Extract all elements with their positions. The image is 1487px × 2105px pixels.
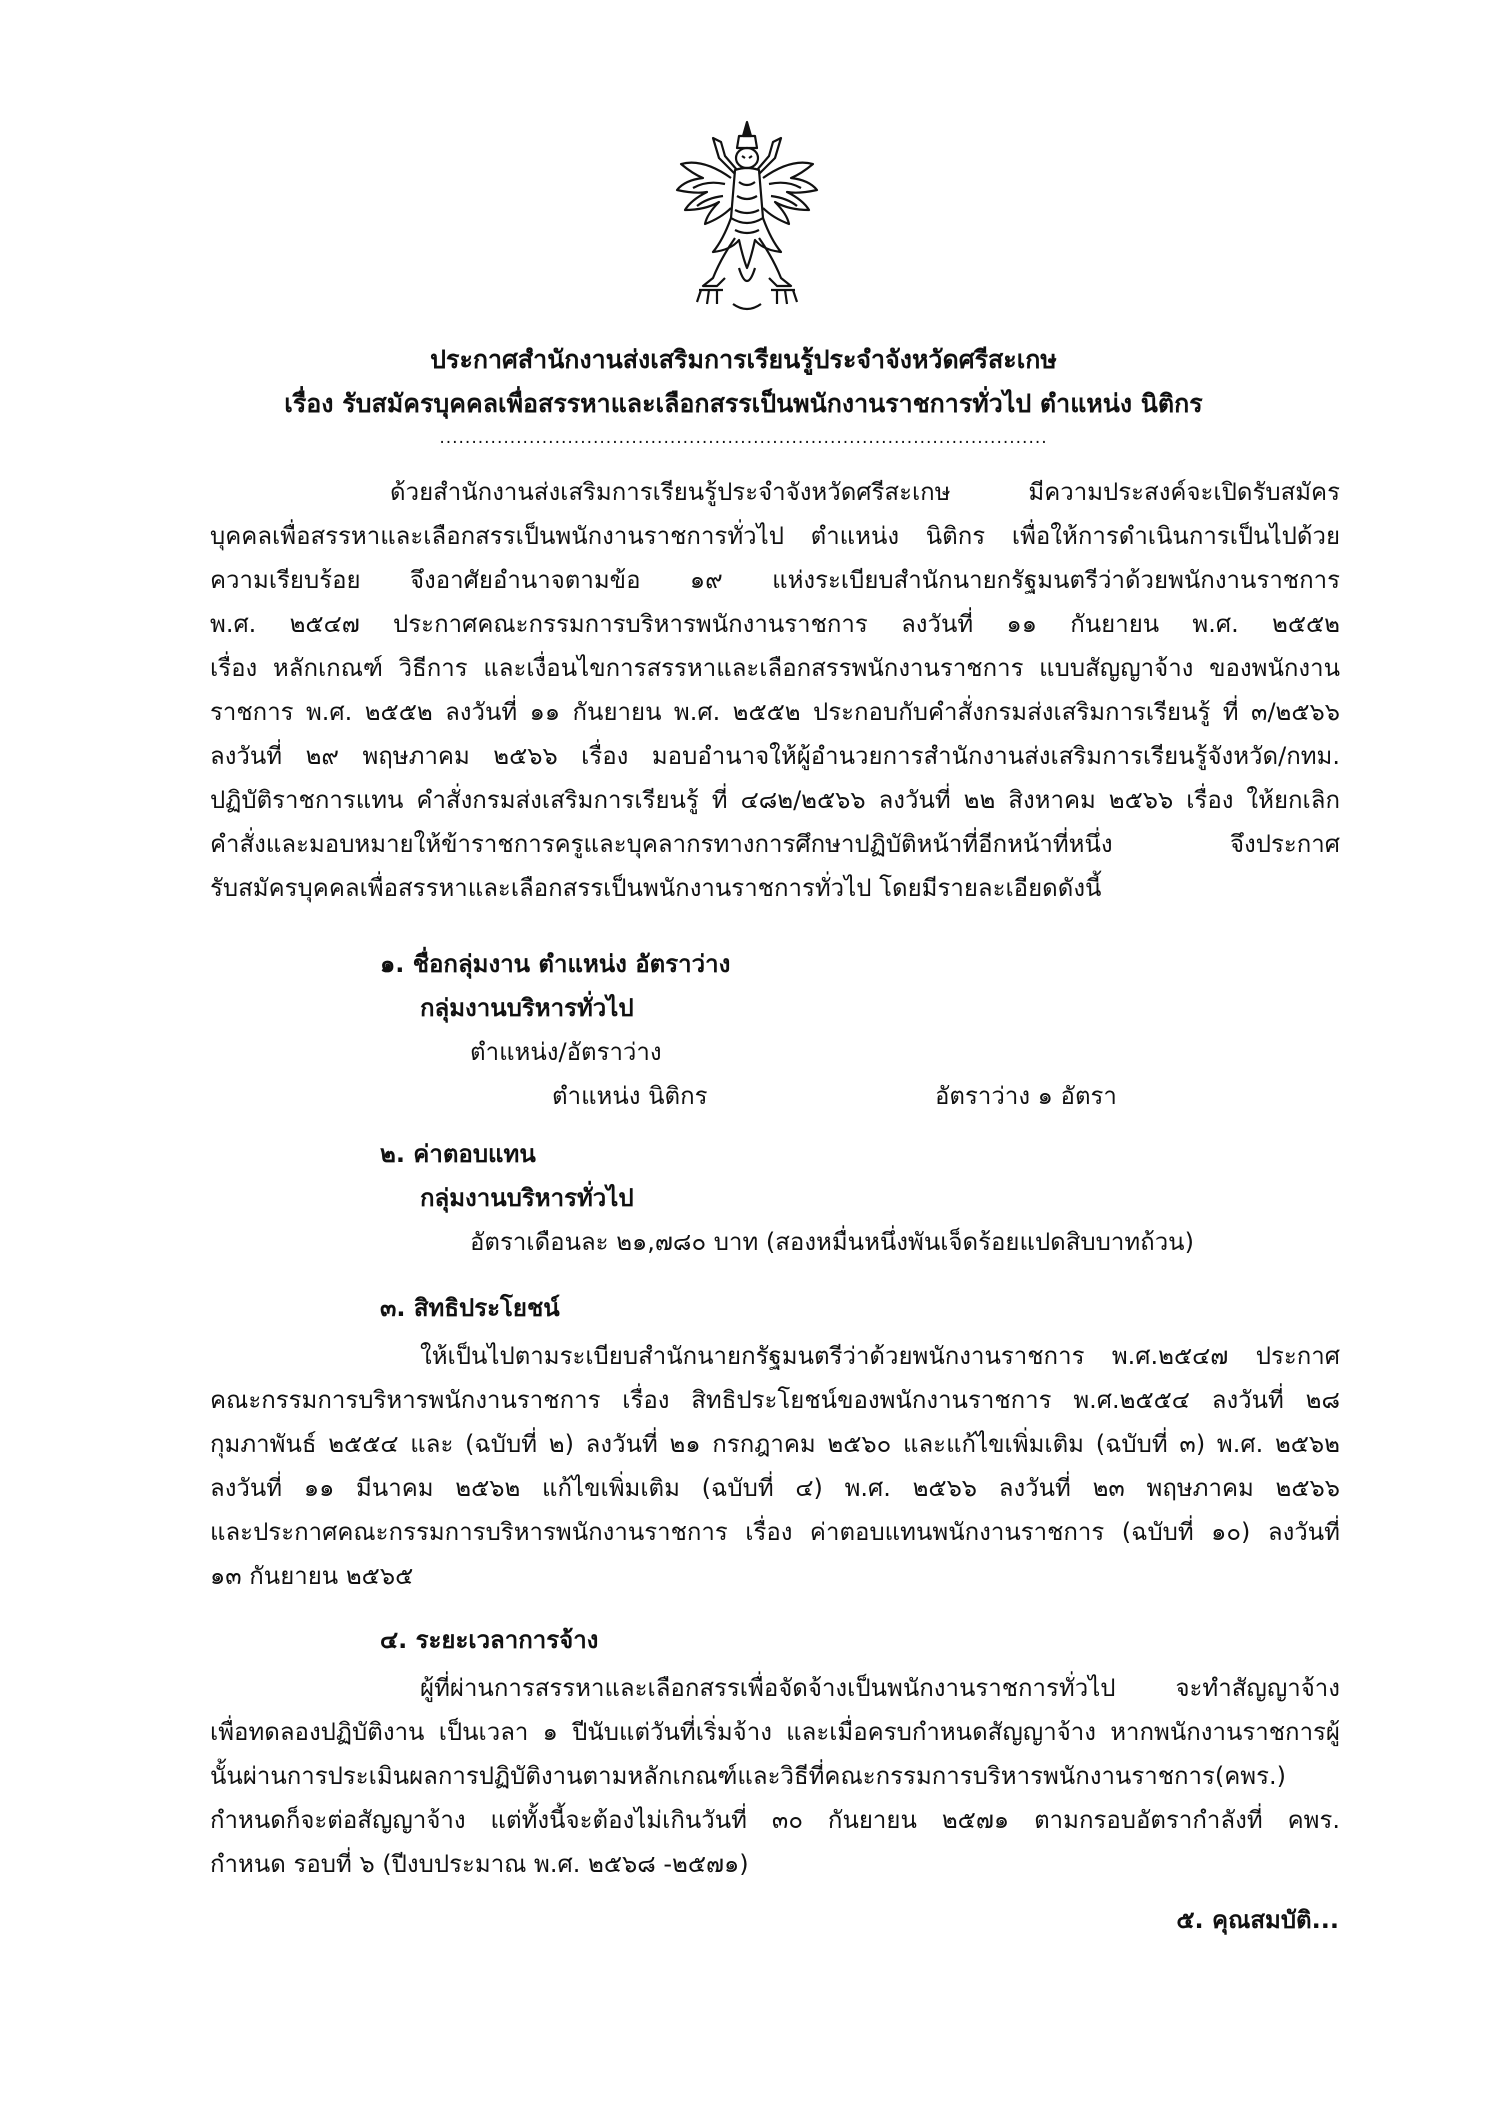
document-title: ประกาศสำนักงานส่งเสริมการเรียนรู้ประจำจังหวัดศรีสะเกษ: [430, 345, 1057, 374]
intro-paragraph: [210, 470, 1340, 910]
section1-position: ตำแหน่ง นิติกร: [552, 1082, 708, 1110]
section2-rate: อัตราเดือนละ ๒๑,๗๘๐ บาท (สองหมื่นหนึ่งพันเจ็ดร้อยแปดสิบบาทถ้วน): [470, 1228, 1194, 1256]
document-subject: เรื่อง รับสมัครบุคคลเพื่อสรรหาและเลือกสรรเป็นพนักงานราชการทั่วไป ตำแหน่ง นิติกร: [284, 389, 1203, 418]
section1-subheading: ตำแหน่ง/อัตราว่าง: [470, 1038, 662, 1066]
section4-line: กำหนดก็จะต่อสัญญาจ้าง แต่ทั้งนี้จะต้องไม่เกินวันที่ ๓๐ กันยายน ๒๕๗๑ ตามกรอบอัตรากำลังที่ คพร.: [210, 1806, 1340, 1834]
section4-line: ผู้ที่ผ่านการสรรหาและเลือกสรรเพื่อจัดจ้างเป็นพนักงานราชการทั่วไป จะทำสัญญาจ้าง: [420, 1674, 1340, 1702]
section2-group: กลุ่มงานบริหารทั่วไป: [420, 1184, 634, 1212]
section2-heading: ๒. ค่าตอบแทน: [380, 1140, 536, 1168]
section3-line: กุมภาพันธ์ ๒๕๕๔ และ (ฉบับที่ ๒) ลงวันที่ ๒๑ กรกฎาคม ๒๕๖๐ และแก้ไขเพิ่มเติม (ฉบับที่ ๓) พ.ศ. ๒๕๖๒: [210, 1430, 1340, 1458]
section1-group: กลุ่มงานบริหารทั่วไป: [420, 994, 634, 1022]
intro-line: คำสั่งและมอบหมายให้ข้าราชการครูและบุคลากรทางการศึกษาปฏิบัติหน้าที่อีกหน้าที่หนึ่ง จึงประกาศ: [210, 830, 1340, 858]
section1-vacancy: อัตราว่าง ๑ อัตรา: [935, 1082, 1117, 1110]
intro-line: ลงวันที่ ๒๙ พฤษภาคม ๒๕๖๖ เรื่อง มอบอำนาจให้ผู้อำนวยการสำนักงานส่งเสริมการเรียนรู้จังหวัด/กทม.: [210, 742, 1340, 770]
intro-line: เรื่อง หลักเกณฑ์ วิธีการ และเงื่อนไขการสรรหาและเลือกสรรพนักงานราชการ แบบสัญญาจ้าง ของพนักงาน: [210, 654, 1340, 682]
next-page-marker: ๕. คุณสมบัติ...: [1176, 1906, 1339, 1934]
intro-line: รับสมัครบุคคลเพื่อสรรหาและเลือกสรรเป็นพนักงานราชการทั่วไป โดยมีรายละเอียดดังนี้: [210, 874, 1102, 902]
intro-line: พ.ศ. ๒๕๔๗ ประกาศคณะกรรมการบริหารพนักงานราชการ ลงวันที่ ๑๑ กันยายน พ.ศ. ๒๕๕๒: [210, 610, 1340, 638]
dotted-separator: ...............................................................................................: [439, 428, 1048, 448]
section4-paragraph: [210, 1666, 1340, 1886]
section4-heading: ๔. ระยะเวลาการจ้าง: [380, 1626, 599, 1654]
section4-line: เพื่อทดลองปฏิบัติงาน เป็นเวลา ๑ ปีนับแต่วันที่เริ่มจ้าง และเมื่อครบกำหนดสัญญาจ้าง หากพนักงานราชการผู้: [210, 1718, 1340, 1746]
intro-line: ด้วยสำนักงานส่งเสริมการเรียนรู้ประจำจังหวัดศรีสะเกษ มีความประสงค์จะเปิดรับสมัคร: [390, 478, 1340, 506]
intro-line: ราชการ พ.ศ. ๒๕๕๒ ลงวันที่ ๑๑ กันยายน พ.ศ. ๒๕๕๒ ประกอบกับคำสั่งกรมส่งเสริมการเรียนรู้ ที่ ๓/๒๕๖๖: [210, 698, 1340, 726]
intro-line: ปฏิบัติราชการแทน คำสั่งกรมส่งเสริมการเรียนรู้ ที่ ๔๘๒/๒๕๖๖ ลงวันที่ ๒๒ สิงหาคม ๒๕๖๖ เรื่อง ให้ยกเลิก: [210, 786, 1340, 814]
section4-line: กำหนด รอบที่ ๖ (ปีงบประมาณ พ.ศ. ๒๕๖๘ -๒๕๗๑): [210, 1850, 749, 1878]
section4-line: นั้นผ่านการประเมินผลการปฏิบัติงานตามหลักเกณฑ์และวิธีที่คณะกรรมการบริหารพนักงานราชการ(คพร.): [210, 1762, 1287, 1790]
section3-line: ๑๓ กันยายน ๒๕๖๕: [210, 1562, 414, 1590]
section3-line: คณะกรรมการบริหารพนักงานราชการ เรื่อง สิทธิประโยชน์ของพนักงานราชการ พ.ศ.๒๕๕๔ ลงวันที่ ๒๘: [210, 1386, 1340, 1414]
section1-heading: ๑. ชื่อกลุ่มงาน ตำแหน่ง อัตราว่าง: [380, 950, 731, 978]
section3-paragraph: [210, 1334, 1340, 1598]
garuda-emblem-icon: [673, 118, 821, 318]
intro-line: บุคคลเพื่อสรรหาและเลือกสรรเป็นพนักงานราชการทั่วไป ตำแหน่ง นิติกร เพื่อให้การดำเนินการเป็นไปด้วย: [210, 522, 1340, 550]
section3-line: ให้เป็นไปตามระเบียบสำนักนายกรัฐมนตรีว่าด้วยพนักงานราชการ พ.ศ.๒๕๔๗ ประกาศ: [420, 1342, 1340, 1370]
section3-line: ลงวันที่ ๑๑ มีนาคม ๒๕๖๒ แก้ไขเพิ่มเติม (ฉบับที่ ๔) พ.ศ. ๒๕๖๖ ลงวันที่ ๒๓ พฤษภาคม ๒๕๖๖: [210, 1474, 1340, 1502]
section3-line: และประกาศคณะกรรมการบริหารพนักงานราชการ เรื่อง ค่าตอบแทนพนักงานราชการ (ฉบับที่ ๑๐) ลงวันที่: [210, 1518, 1340, 1546]
intro-line: ความเรียบร้อย จึงอาศัยอำนาจตามข้อ ๑๙ แห่งระเบียบสำนักนายกรัฐมนตรีว่าด้วยพนักงานราชการ: [210, 566, 1340, 594]
section3-heading: ๓. สิทธิประโยชน์: [380, 1294, 560, 1322]
